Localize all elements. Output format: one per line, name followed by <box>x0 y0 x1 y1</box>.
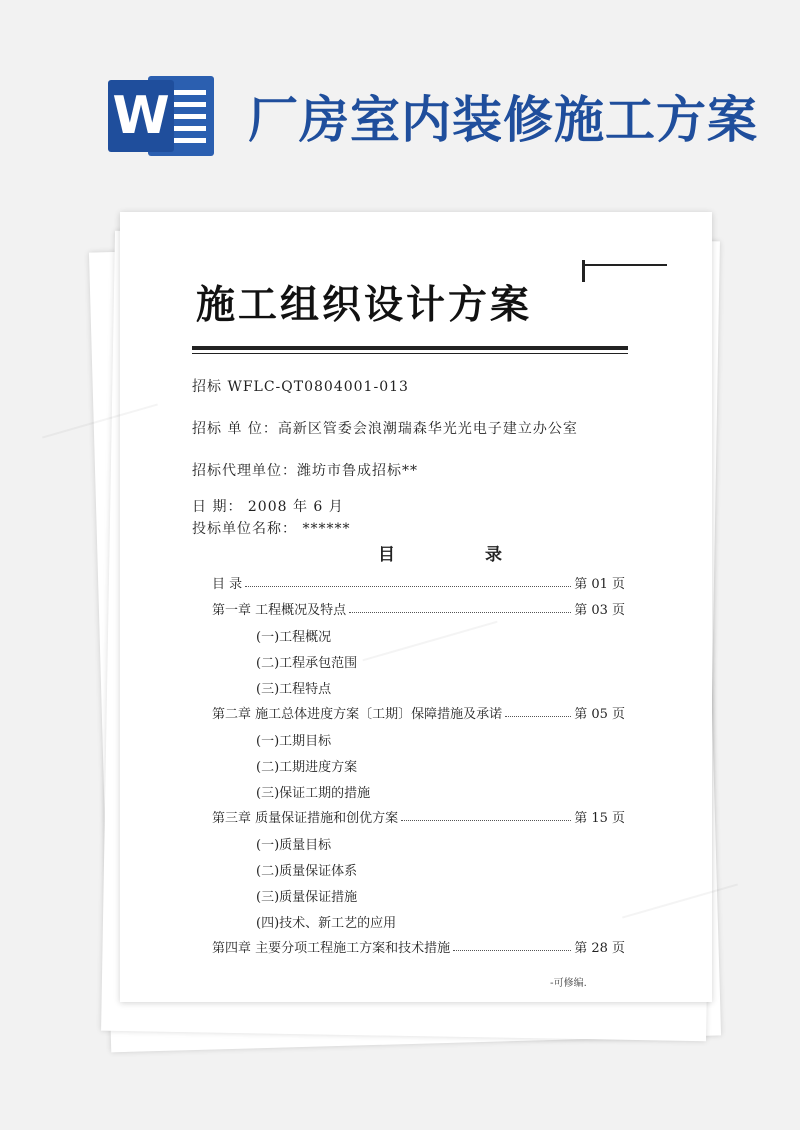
toc-subitem: (二)工程承包范围 <box>256 656 358 671</box>
toc-subitem: (一)工期目标 <box>256 734 332 749</box>
bidder-name: 投标单位名称： ****** <box>192 521 351 537</box>
toc-heading: 目录 <box>378 545 592 565</box>
document-title: 施工组织设计方案 <box>196 282 533 328</box>
toc-subitem: (四)技术、新工艺的应用 <box>256 916 397 931</box>
corner-mark <box>585 264 667 266</box>
toc-subitem: (三)质量保证措施 <box>256 890 358 905</box>
title-rule <box>192 346 628 350</box>
toc-entry-label: 第三章 质量保证措施和创优方案 <box>212 811 399 826</box>
toc-entry-page: 第 05 页 <box>574 707 625 722</box>
toc-leader <box>505 716 571 717</box>
toc-entry <box>212 700 625 722</box>
tender-agent: 招标代理单位：潍坊市鲁成招标** <box>192 463 418 479</box>
tender-number: 招标 WFLC-QT0804001-013 <box>192 379 409 395</box>
toc-entry-page: 第 28 页 <box>574 941 625 956</box>
word-icon-letter: W <box>108 80 174 152</box>
toc-subitem: (一)工程概况 <box>256 630 332 645</box>
date-line: 日 期： 2008 年 6 月 <box>192 499 344 515</box>
toc-leader <box>453 950 571 951</box>
document-page <box>120 212 712 1002</box>
word-doc-icon <box>108 76 216 156</box>
toc-entry-page: 第 03 页 <box>574 603 625 618</box>
editable-note: -可修编. <box>550 978 587 989</box>
banner <box>0 0 800 180</box>
title-rule <box>192 353 628 354</box>
toc-entry <box>212 570 625 592</box>
toc-entry-label: 第一章 工程概况及特点 <box>212 603 347 618</box>
toc-leader <box>349 612 571 613</box>
toc-subitem: (三)工程特点 <box>256 682 332 697</box>
toc-leader <box>401 820 571 821</box>
toc-subitem: (一)质量目标 <box>256 838 332 853</box>
toc-entry-label: 第四章 主要分项工程施工方案和技术措施 <box>212 941 451 956</box>
toc-entry-page: 第 01 页 <box>574 577 625 592</box>
toc-entry <box>212 596 625 618</box>
toc-entry-label: 目 录 <box>212 577 243 592</box>
toc-entry <box>212 934 625 956</box>
toc-leader <box>245 586 571 587</box>
banner-title: 厂房室内装修施工方案 <box>248 91 758 149</box>
toc-entry-label: 第二章 施工总体进度方案〔工期〕保障措施及承诺 <box>212 707 503 722</box>
toc-subitem: (三)保证工期的措施 <box>256 786 371 801</box>
toc-entry-page: 第 15 页 <box>574 811 625 826</box>
tender-unit: 招标 单 位：高新区管委会浪潮瑞森华光光电子建立办公室 <box>192 421 578 437</box>
toc-subitem: (二)质量保证体系 <box>256 864 358 879</box>
toc-subitem: (二)工期进度方案 <box>256 760 358 775</box>
toc-entry <box>212 804 625 826</box>
